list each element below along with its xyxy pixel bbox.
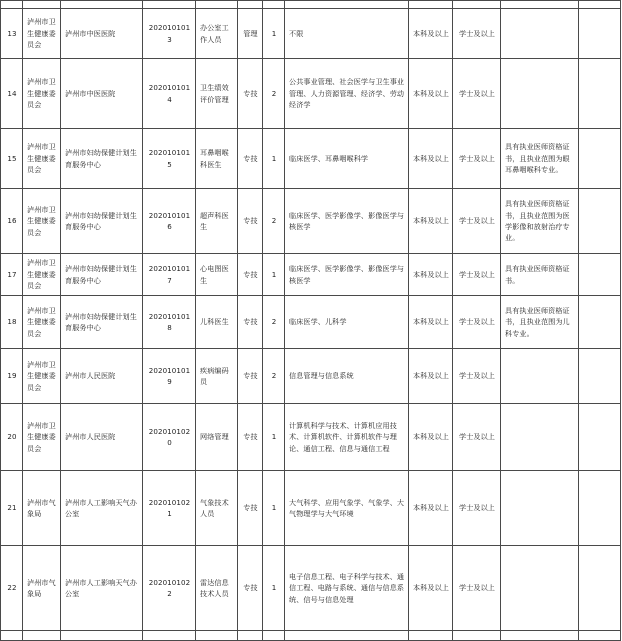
cell-department	[23, 1, 61, 9]
cell-degree[interactable]: 学士及以上	[453, 471, 501, 546]
cell-type[interactable]: 专技	[238, 296, 263, 349]
cell-unit[interactable]: 泸州市中医医院	[61, 59, 143, 129]
cell-other[interactable]	[501, 9, 579, 59]
cell-education[interactable]: 本科及以上	[409, 59, 453, 129]
cell-extra[interactable]	[579, 9, 621, 59]
cell-type[interactable]: 专技	[238, 471, 263, 546]
cell-code	[143, 1, 196, 9]
cell-extra	[579, 1, 621, 9]
cell-index[interactable]: 17	[1, 254, 23, 296]
cell-count	[263, 1, 285, 9]
cell-extra	[579, 631, 621, 641]
cell-education[interactable]: 本科及以上	[409, 349, 453, 404]
cell-department[interactable]: 泸州市卫生健康委员会	[23, 404, 61, 471]
cell-degree[interactable]: 学士及以上	[453, 349, 501, 404]
cell-count[interactable]: 2	[263, 59, 285, 129]
cell-index	[1, 631, 23, 641]
cell-code	[143, 631, 196, 641]
cell-index[interactable]: 20	[1, 404, 23, 471]
cell-code[interactable]: 2020101020	[143, 404, 196, 471]
cell-unit[interactable]: 泸州市妇幼保健计划生育服务中心	[61, 189, 143, 254]
cell-index	[1, 1, 23, 9]
cell-code[interactable]: 2020101018	[143, 296, 196, 349]
cell-index[interactable]: 15	[1, 129, 23, 189]
cell-major[interactable]: 公共事业管理、社会医学与卫生事业管理、人力资源管理、经济学、劳动经济学	[285, 59, 409, 129]
cell-type[interactable]: 专技	[238, 59, 263, 129]
table-row[interactable]	[1, 129, 621, 189]
cell-count[interactable]: 1	[263, 471, 285, 546]
cell-count[interactable]: 1	[263, 9, 285, 59]
cell-major[interactable]: 电子信息工程、电子科学与技术、通信工程、电路与系统、通信与信息系统、信号与信息处理	[285, 546, 409, 631]
cell-degree[interactable]: 学士及以上	[453, 189, 501, 254]
cell-degree[interactable]: 学士及以上	[453, 254, 501, 296]
cell-extra[interactable]	[579, 471, 621, 546]
cell-index[interactable]: 18	[1, 296, 23, 349]
cell-other[interactable]	[501, 349, 579, 404]
table-row[interactable]	[1, 546, 621, 631]
cell-other[interactable]: 具有执业医师资格证书。	[501, 254, 579, 296]
cell-education[interactable]: 本科及以上	[409, 129, 453, 189]
cell-index[interactable]: 16	[1, 189, 23, 254]
cell-position[interactable]: 疾病编码员	[196, 349, 238, 404]
cell-type[interactable]: 专技	[238, 546, 263, 631]
cell-extra[interactable]	[579, 349, 621, 404]
table-row[interactable]	[1, 189, 621, 254]
cell-education[interactable]: 本科及以上	[409, 189, 453, 254]
cell-type	[238, 1, 263, 9]
cell-education	[409, 631, 453, 641]
cell-education[interactable]: 本科及以上	[409, 546, 453, 631]
cell-education[interactable]: 本科及以上	[409, 9, 453, 59]
cell-code[interactable]: 2020101013	[143, 9, 196, 59]
cell-code[interactable]: 2020101015	[143, 129, 196, 189]
cell-degree[interactable]: 学士及以上	[453, 9, 501, 59]
cell-unit	[61, 1, 143, 9]
cell-code[interactable]: 2020101014	[143, 59, 196, 129]
cell-type[interactable]: 专技	[238, 129, 263, 189]
cell-index[interactable]: 19	[1, 349, 23, 404]
cell-department[interactable]: 泸州市卫生健康委员会	[23, 296, 61, 349]
cell-position[interactable]: 耳鼻咽喉科医生	[196, 129, 238, 189]
cell-unit[interactable]: 泸州市人工影响天气办公室	[61, 546, 143, 631]
cell-type	[238, 631, 263, 641]
cell-department	[23, 631, 61, 641]
cell-count[interactable]: 2	[263, 189, 285, 254]
cell-department[interactable]: 泸州市气象局	[23, 471, 61, 546]
cell-position[interactable]: 网络管理	[196, 404, 238, 471]
table-row[interactable]	[1, 296, 621, 349]
cell-major[interactable]: 信息管理与信息系统	[285, 349, 409, 404]
table-row[interactable]	[1, 471, 621, 546]
cell-position[interactable]: 儿科医生	[196, 296, 238, 349]
table-row[interactable]	[1, 254, 621, 296]
table-row-partial-top	[1, 1, 621, 9]
cell-major[interactable]: 大气科学、应用气象学、气象学、大气物理学与大气环境	[285, 471, 409, 546]
cell-major[interactable]: 计算机科学与技术、计算机应用技术、计算机软件、计算机软件与理论、通信工程、信息与通信工程	[285, 404, 409, 471]
cell-index[interactable]: 13	[1, 9, 23, 59]
cell-extra[interactable]	[579, 189, 621, 254]
cell-count[interactable]: 1	[263, 129, 285, 189]
cell-code[interactable]: 2020101022	[143, 546, 196, 631]
cell-other[interactable]: 具有执业医师资格证书，且执业范围为医学影像和放射治疗专业。	[501, 189, 579, 254]
table-row[interactable]	[1, 404, 621, 471]
cell-extra[interactable]	[579, 129, 621, 189]
cell-other[interactable]: 具有执业医师资格证书，且执业范围为儿科专业。	[501, 296, 579, 349]
cell-department[interactable]: 泸州市气象局	[23, 546, 61, 631]
cell-department[interactable]: 泸州市卫生健康委员会	[23, 189, 61, 254]
cell-position[interactable]: 气象技术人员	[196, 471, 238, 546]
cell-major	[285, 631, 409, 641]
cell-degree[interactable]: 学士及以上	[453, 129, 501, 189]
cell-position[interactable]: 心电图医生	[196, 254, 238, 296]
cell-extra[interactable]	[579, 296, 621, 349]
cell-other	[501, 1, 579, 9]
cell-department[interactable]: 泸州市卫生健康委员会	[23, 9, 61, 59]
table-row[interactable]	[1, 59, 621, 129]
cell-code[interactable]: 2020101019	[143, 349, 196, 404]
cell-extra[interactable]	[579, 546, 621, 631]
cell-degree	[453, 1, 501, 9]
cell-unit[interactable]: 泸州市中医医院	[61, 9, 143, 59]
cell-count[interactable]: 1	[263, 404, 285, 471]
cell-degree	[453, 631, 501, 641]
cell-other	[501, 631, 579, 641]
cell-index[interactable]: 21	[1, 471, 23, 546]
cell-code[interactable]: 2020101017	[143, 254, 196, 296]
cell-education	[409, 1, 453, 9]
cell-other[interactable]	[501, 59, 579, 129]
cell-department[interactable]: 泸州市卫生健康委员会	[23, 254, 61, 296]
cell-major[interactable]: 临床医学、医学影像学、影像医学与核医学	[285, 254, 409, 296]
cell-extra[interactable]	[579, 254, 621, 296]
cell-position	[196, 1, 238, 9]
cell-type[interactable]: 专技	[238, 404, 263, 471]
cell-major	[285, 1, 409, 9]
table-row[interactable]	[1, 9, 621, 59]
cell-unit[interactable]: 泸州市人民医院	[61, 349, 143, 404]
cell-major[interactable]: 不限	[285, 9, 409, 59]
table-row[interactable]	[1, 349, 621, 404]
cell-degree[interactable]: 学士及以上	[453, 546, 501, 631]
cell-major[interactable]: 临床医学、耳鼻咽喉科学	[285, 129, 409, 189]
cell-unit[interactable]: 泸州市人民医院	[61, 404, 143, 471]
cell-unit[interactable]: 泸州市妇幼保健计划生育服务中心	[61, 254, 143, 296]
cell-education[interactable]: 本科及以上	[409, 471, 453, 546]
cell-education[interactable]: 本科及以上	[409, 254, 453, 296]
cell-position[interactable]: 卫生绩效评价管理	[196, 59, 238, 129]
cell-type[interactable]: 专技	[238, 349, 263, 404]
cell-count[interactable]: 2	[263, 349, 285, 404]
cell-other[interactable]	[501, 404, 579, 471]
cell-index[interactable]: 14	[1, 59, 23, 129]
cell-department[interactable]: 泸州市卫生健康委员会	[23, 349, 61, 404]
table-body	[1, 1, 621, 641]
cell-index[interactable]: 22	[1, 546, 23, 631]
cell-count	[263, 631, 285, 641]
cell-major[interactable]: 临床医学、儿科学	[285, 296, 409, 349]
cell-degree[interactable]: 学士及以上	[453, 296, 501, 349]
cell-major[interactable]: 临床医学、医学影像学、影像医学与核医学	[285, 189, 409, 254]
cell-count[interactable]: 1	[263, 254, 285, 296]
cell-position	[196, 631, 238, 641]
cell-unit[interactable]: 泸州市人工影响天气办公室	[61, 471, 143, 546]
cell-department[interactable]: 泸州市卫生健康委员会	[23, 129, 61, 189]
cell-extra[interactable]	[579, 404, 621, 471]
cell-education[interactable]: 本科及以上	[409, 296, 453, 349]
cell-type[interactable]: 专技	[238, 254, 263, 296]
cell-extra[interactable]	[579, 59, 621, 129]
cell-code[interactable]: 2020101016	[143, 189, 196, 254]
cell-unit	[61, 631, 143, 641]
cell-code[interactable]: 2020101021	[143, 471, 196, 546]
cell-position[interactable]: 超声科医生	[196, 189, 238, 254]
cell-position[interactable]: 雷达信息技术人员	[196, 546, 238, 631]
table-row-partial-bottom	[1, 631, 621, 641]
cell-count[interactable]: 2	[263, 296, 285, 349]
cell-type[interactable]: 管理	[238, 9, 263, 59]
cell-department[interactable]: 泸州市卫生健康委员会	[23, 59, 61, 129]
cell-education[interactable]: 本科及以上	[409, 404, 453, 471]
cell-degree[interactable]: 学士及以上	[453, 59, 501, 129]
cell-unit[interactable]: 泸州市妇幼保健计划生育服务中心	[61, 296, 143, 349]
cell-other[interactable]	[501, 546, 579, 631]
cell-degree[interactable]: 学士及以上	[453, 404, 501, 471]
cell-position[interactable]: 办公室工作人员	[196, 9, 238, 59]
cell-type[interactable]: 专技	[238, 189, 263, 254]
cell-other[interactable]	[501, 471, 579, 546]
cell-count[interactable]: 1	[263, 546, 285, 631]
cell-other[interactable]: 具有执业医师资格证书，且执业范围为眼耳鼻咽喉科专业。	[501, 129, 579, 189]
cell-unit[interactable]: 泸州市妇幼保健计划生育服务中心	[61, 129, 143, 189]
